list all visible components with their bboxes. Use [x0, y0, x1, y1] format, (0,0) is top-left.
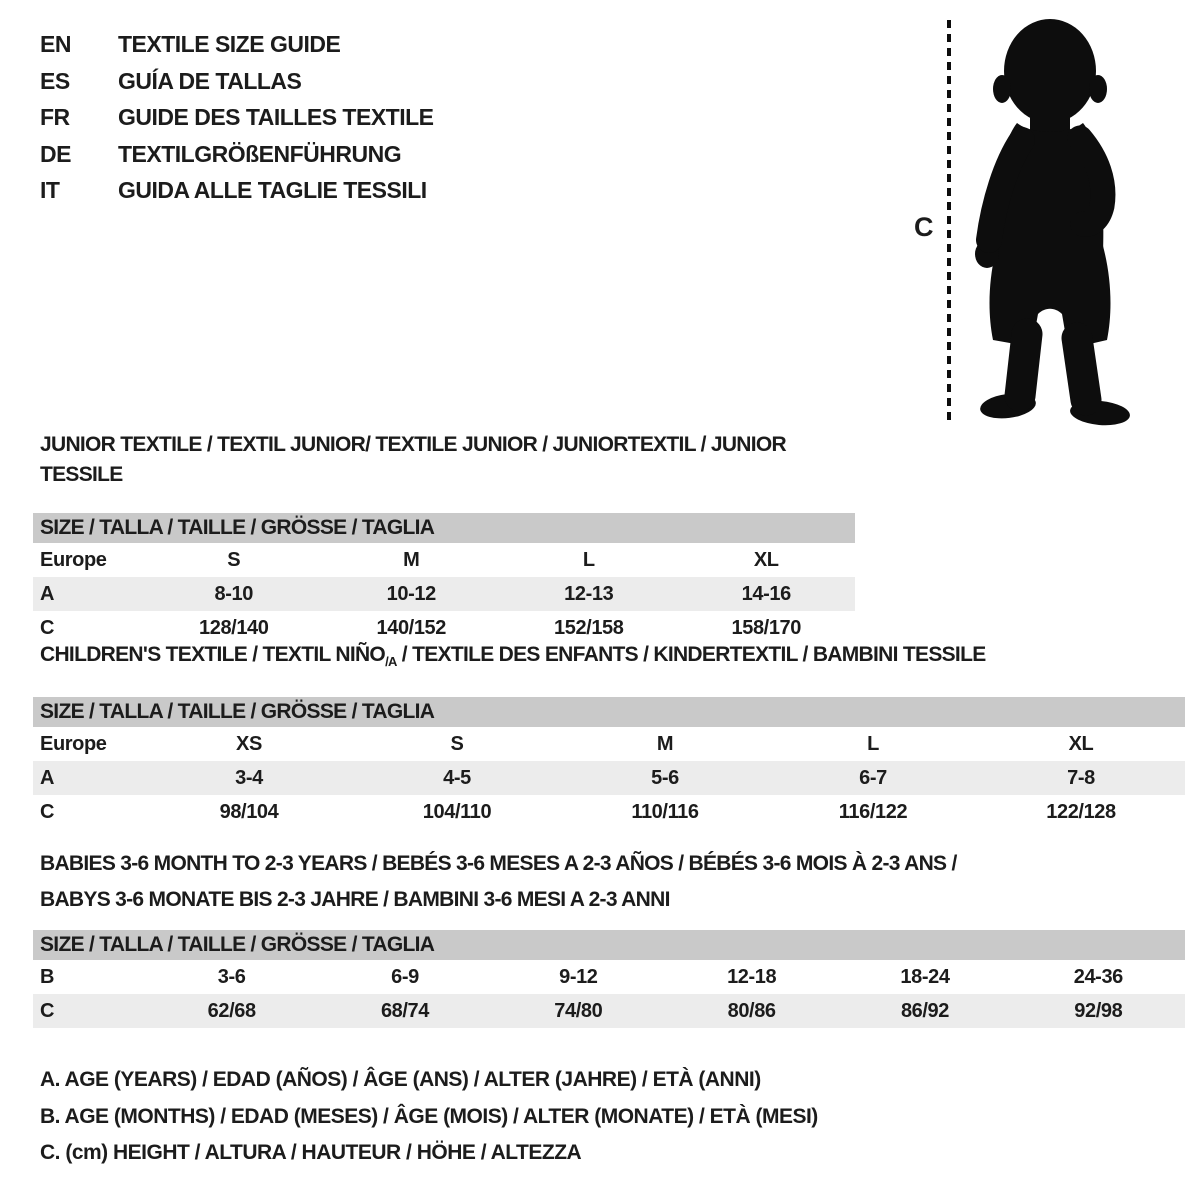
section-title-text: BABYS 3-6 MONATE BIS 2-3 JAHRE / BAMBINI 3-6 MESI A 2-3 ANNI — [40, 888, 670, 911]
table-cell: L — [867, 732, 879, 755]
language-label: GUIDE DES TAILLES TEXTILE — [118, 104, 434, 130]
size-table — [33, 727, 1185, 829]
table-cell: 10-12 — [386, 582, 436, 605]
figure-area — [900, 14, 1180, 428]
section-title — [33, 846, 1185, 918]
table-cell: 86/92 — [900, 999, 949, 1022]
legend-line: C. (cm) HEIGHT / ALTURA / HAUTEUR / HÖHE / ALTEZZA — [40, 1141, 582, 1164]
language-row — [40, 99, 434, 136]
section-title-text: JUNIOR TEXTILE / TEXTIL JUNIOR/ TEXTILE JUNIOR / JUNIORTEXTIL / JUNIOR TESSILE — [40, 433, 786, 486]
size-table — [33, 543, 855, 645]
table-cell: 5-6 — [651, 766, 679, 789]
table-cell: 122/128 — [1046, 800, 1116, 823]
size-table-section — [33, 846, 1185, 1028]
size-table-section — [33, 640, 1185, 829]
table-cell: 74/80 — [554, 999, 603, 1022]
size-table — [33, 960, 1185, 1028]
table-cell: 8-10 — [214, 582, 253, 605]
section-title-text: BABIES 3-6 MONTH TO 2-3 YEARS / BEBÉS 3-6 MESES A 2-3 AÑOS / BÉBÉS 3-6 MOIS À 2-3 ANS / — [40, 852, 957, 875]
section-title-line — [40, 882, 1185, 918]
table-cell: 98/104 — [219, 800, 279, 823]
table-cell: 62/68 — [207, 999, 256, 1022]
table-cell: XL — [1068, 732, 1094, 755]
table-row — [33, 543, 855, 577]
table-cell: L — [582, 548, 595, 571]
section-title-line — [40, 640, 1185, 677]
table-header-bar: SIZE / TALLA / TAILLE / GRÖSSE / TAGLIA — [33, 513, 855, 543]
row-label: C — [40, 999, 55, 1022]
table-row — [33, 994, 1185, 1028]
table-cell: 12-13 — [564, 582, 614, 605]
table-row — [33, 577, 855, 611]
table-row — [33, 795, 1185, 829]
table-cell: S — [227, 548, 241, 571]
row-label: C — [40, 616, 55, 639]
table-cell: 152/158 — [554, 616, 624, 639]
language-label: GUÍA DE TALLAS — [118, 67, 302, 94]
table-cell: 9-12 — [559, 965, 598, 988]
language-row — [40, 172, 434, 209]
section-title-text: CHILDREN'S TEXTILE / TEXTIL NIÑO — [40, 643, 386, 666]
legend — [40, 1062, 818, 1172]
table-cell: 92/98 — [1074, 999, 1123, 1022]
table-cell: 104/110 — [422, 800, 492, 823]
row-label: B — [40, 965, 55, 988]
table-cell: M — [656, 732, 674, 755]
table-cell: 7-8 — [1067, 766, 1095, 789]
language-code: ES — [40, 67, 70, 94]
table-cell: 128/140 — [199, 616, 269, 639]
language-code: IT — [40, 177, 60, 203]
table-cell: S — [450, 732, 464, 755]
table-cell: 18-24 — [900, 965, 950, 988]
table-cell: 4-5 — [443, 766, 471, 789]
row-label: A — [40, 766, 55, 789]
height-measure-dashed-line — [947, 20, 951, 422]
language-label: TEXTILGRÖßENFÜHRUNG — [118, 140, 402, 167]
table-header-bar: SIZE / TALLA / TAILLE / GRÖSSE / TAGLIA — [33, 930, 1185, 960]
height-measure-label: C — [914, 212, 934, 242]
row-label: Europe — [40, 732, 107, 755]
section-title — [33, 640, 1185, 677]
section-title-text: /A — [385, 654, 397, 670]
table-cell: 6-7 — [859, 766, 887, 789]
language-code: FR — [40, 104, 70, 130]
language-row — [40, 63, 434, 100]
language-row — [40, 136, 434, 173]
table-cell: 6-9 — [391, 965, 419, 988]
table-row — [33, 761, 1185, 795]
language-label: GUIDA ALLE TAGLIE TESSILI — [118, 177, 427, 203]
section-title-text: / TEXTILE DES ENFANTS / KINDERTEXTIL / BAMBINI TESSILE — [396, 643, 986, 666]
toddler-silhouette-icon — [960, 16, 1140, 426]
table-row — [33, 960, 1185, 994]
table-cell: 80/86 — [727, 999, 776, 1022]
table-cell: 140/152 — [376, 616, 446, 639]
table-cell: XL — [753, 548, 779, 571]
table-cell: 3-4 — [235, 766, 263, 789]
table-header-bar: SIZE / TALLA / TAILLE / GRÖSSE / TAGLIA — [33, 697, 1185, 727]
table-cell: 116/122 — [838, 800, 908, 823]
language-row — [40, 26, 434, 63]
table-row — [33, 727, 1185, 761]
legend-line: A. AGE (YEARS) / EDAD (AÑOS) / ÂGE (ANS) / ALTER (JAHRE) / ETÀ (ANNI) — [40, 1068, 761, 1091]
section-title-line — [40, 430, 855, 490]
table-cell: 158/170 — [731, 616, 801, 639]
language-code: EN — [40, 31, 71, 57]
table-cell: M — [403, 548, 420, 571]
row-label: A — [40, 582, 55, 605]
row-label: Europe — [40, 548, 107, 571]
table-cell: 110/116 — [631, 800, 699, 823]
section-title — [33, 430, 855, 490]
language-list — [40, 26, 434, 209]
section-title-line — [40, 846, 1185, 882]
table-cell: 68/74 — [380, 999, 430, 1022]
language-code: DE — [40, 140, 71, 167]
table-cell: 14-16 — [741, 582, 791, 605]
table-cell: XS — [236, 732, 262, 755]
legend-line: B. AGE (MONTHS) / EDAD (MESES) / ÂGE (MOIS) / ALTER (MONATE) / ETÀ (MESI) — [40, 1104, 818, 1128]
table-cell: 12-18 — [727, 965, 777, 988]
size-table-section — [33, 430, 855, 645]
language-label: TEXTILE SIZE GUIDE — [118, 31, 341, 57]
row-label: C — [40, 800, 55, 823]
table-cell: 3-6 — [217, 965, 246, 988]
table-cell: 24-36 — [1073, 965, 1123, 988]
